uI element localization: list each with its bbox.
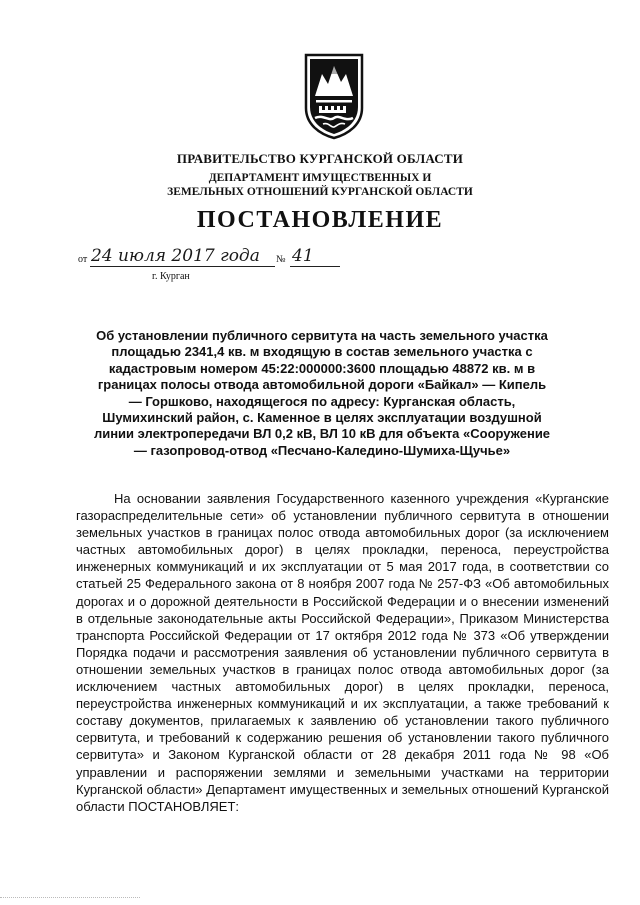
document-type-heading: ПОСТАНОВЛЕНИЕ [196,207,444,233]
date-from-label: от [78,254,88,265]
date-number-line [78,244,378,270]
handwritten-date: 24 июля 2017 года [91,246,260,266]
number-underline [290,266,340,267]
department-name-line1: ДЕПАРТАМЕНТ ИМУЩЕСТВЕННЫХ И [208,172,432,184]
date-underline [90,266,275,267]
government-name: ПРАВИТЕЛЬСТВО КУРГАНСКОЙ ОБЛАСТИ [176,151,464,166]
coat-of-arms-emblem [303,52,365,140]
decree-title: Об установлении публичного сервитута на часть земельного участка площадью 2341,4 кв. м входящую в состав земельного участка с кадастровым номером 45:22:000000:3600 площадью 48872 кв. м в границах полосы отвода автомобильной дороги «Байкал» — Кипель — Горшково, находящегося по адресу: Курганская область, Шумихинский район, с. Каменное в целях эксплуатации воздушной линии электропередачи ВЛ 0,2 кВ, ВЛ 10 кВ для объекта «Сооружение — газопровод-отвод «Песчано-Каледино-Шумиха-Щучье» [93,328,551,458]
department-name-line2: ЗЕМЕЛЬНЫХ ОТНОШЕНИЙ КУРГАНСКОЙ ОБЛАСТИ [167,186,473,198]
city-label: г. Курган [152,271,190,282]
page-bottom-rule [0,897,140,898]
handwritten-number: 41 [292,246,314,266]
decree-body-paragraph: На основании заявления Государственного казенного учреждения «Курганские газораспределительные сети» об установлении публичного сервитута в отношении земельных участков в границах полос отвода автомобильных дорог (за исключением частных автомобильных дорог) в целях прокладки, переноса, переустройства инженерных коммуникаций и их эксплуатации от 5 мая 2017 года, в соответствии со статьей 25 Федерального закона от 8 ноября 2007 года № 257-ФЗ «Об автомобильных дорогах и о дорожной деятельности в Российской Федерации и о внесении изменений в отдельные законодательные акты Российской Федерации», Приказом Министерства транспорта Российской Федерации от 17 октября 2012 года № 373 «Об утверждении Порядка подачи и рассмотрения заявления об установлении публичного сервитута в отношении земельных участков в границах полос отвода автомобильных дорог (за исключением частных автомобильных дорог) в целях прокладки, переноса, переустройства инженерных коммуникаций и их эксплуатации, а также требований к составу документов, прилагаемых к заявлению об установлении такого публичного сервитута, и требований к содержанию решения об установлении такого публичного сервитута» и Законом Курганской области от 28 декабря 2011 года № 98 «Об управлении и распоряжении землями и земельными участками на территории Курганской области» Департамент имущественных и земельных отношений Курганской области ПОСТАНОВЛЯЕТ: [76,491,609,814]
number-label: № [276,254,286,265]
